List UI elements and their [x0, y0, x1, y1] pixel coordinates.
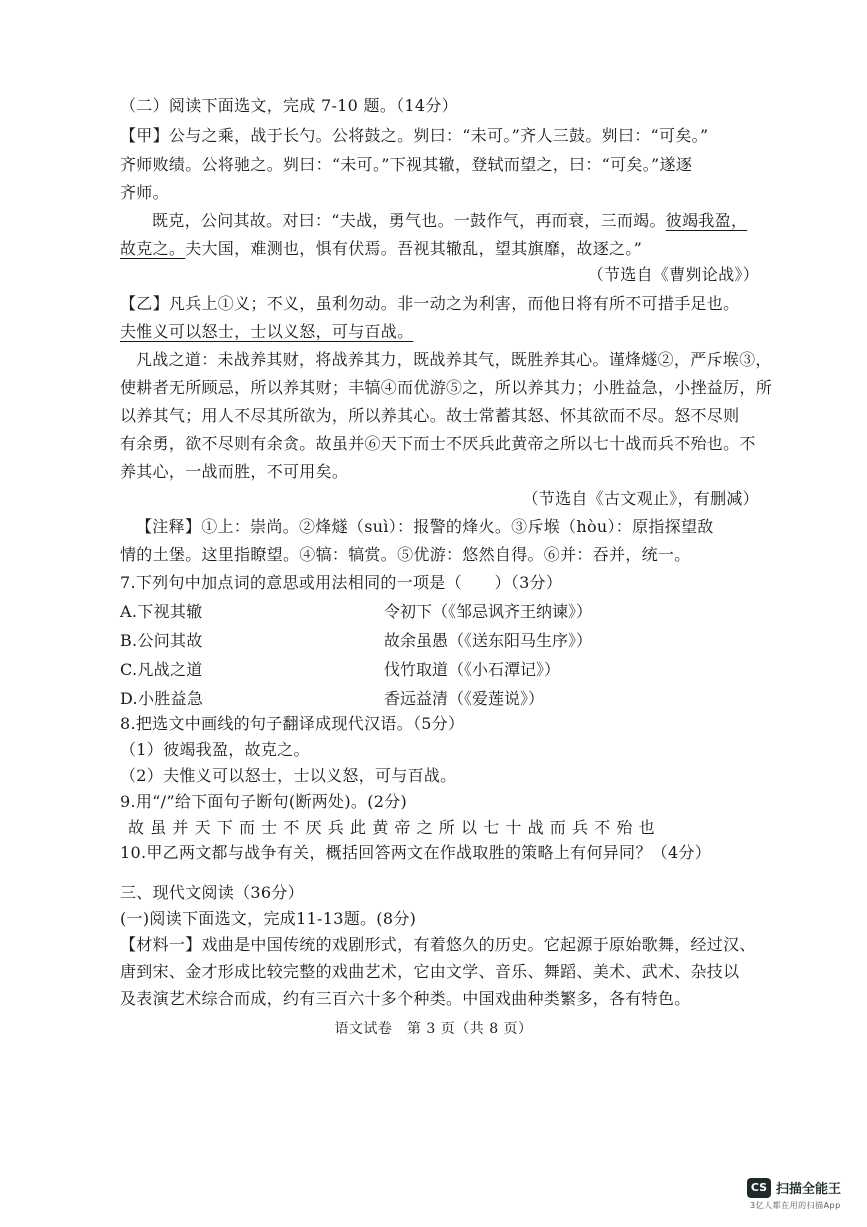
q7-option-a	[120, 602, 202, 622]
yi-line-3: 凡战之道：未战养其财，将战养其力，既战养其气，既胜养其心。谨烽燧②，严斥堠③，	[136, 350, 772, 369]
q7-option-b-right: 故余虽愚（《送东阳马生序》）	[384, 631, 593, 650]
yi-line-5: 以养其气；用人不尽其所欲为，所以养其心。故士常蓄其怒、怀其欲而不尽。怒不尽则	[120, 406, 740, 425]
q9-sentence: 故虽并天下而士不厌兵此黄帝之所以七十战而兵不殆也	[128, 818, 661, 837]
q10-stem: 10.甲乙两文都与战争有关，概括回答两文在作战取胜的策略上有何异同？（4分）	[120, 843, 712, 862]
yi-line-1: 【乙】凡兵上①义；不义，虽利勿动。非一动之为利害，而他日将有所不可措手足也。	[120, 294, 740, 313]
q7-option-c-left: C.凡战之道	[120, 660, 203, 679]
jia-underlined-2: 故克之。	[120, 239, 186, 258]
q7-option-c	[120, 660, 203, 680]
q7-option-d-left: D.小胜益急	[120, 689, 204, 708]
page-footer: 语文试卷 第 3 页（共 8 页）	[334, 1021, 533, 1037]
yi-line-4: 使耕者无所顾忌，所以养其财；丰犒④而优游⑤之，所以养其力；小胜益急，小挫益厉，所	[120, 378, 773, 397]
section2-heading: （二）阅读下面选文，完成 7-10 题。（14分）	[120, 96, 458, 115]
notes-line-2: 情的土堡。这里指瞭望。④犒：犒赏。⑤优游：悠然自得。⑥并：吞并，统一。	[120, 545, 691, 564]
jia-underlined-1: 彼竭我盈，	[665, 211, 748, 230]
yi-line-6: 有余勇，欲不尽则有余贪。故虽并⑥天下而士不厌兵此黄帝之所以七十战而兵不殆也。不	[120, 434, 756, 453]
camscanner-logo-icon: CS	[747, 1178, 771, 1198]
section3-heading: 三、现代文阅读（36分）	[120, 883, 304, 902]
q7-option-b	[120, 631, 203, 651]
q7-option-b-left: B.公问其故	[120, 631, 203, 650]
q7-stem: 7.下列句中加点词的意思或用法相同的一项是（ ）（3分）	[120, 573, 563, 592]
notes-line-1: 【注释】①上：崇尚。②烽燧（suì）：报警的烽火。③斥堠（hòu）：原指探望敌	[136, 517, 714, 536]
yi-line-7: 养其心，一战而胜，不可用矣。	[120, 462, 349, 481]
jia-source: （节选自《曹刿论战》）	[587, 265, 759, 284]
jia-line-5	[120, 239, 642, 259]
q8-item-2: （2）夫惟义可以怒士，士以义怒，可与百战。	[120, 766, 457, 785]
jia-line-4-text: 既克，公问其故。对曰：“夫战，勇气也。一鼓作气，再而衰，三而竭。	[152, 211, 666, 230]
scanner-app-name: 扫描全能王	[776, 1182, 842, 1197]
q8-item-1: （1）彼竭我盈，故克之。	[120, 740, 310, 759]
q7-option-d	[120, 689, 203, 709]
yi-underlined-text: 夫惟义可以怒士，士以义怒，可与百战。	[120, 322, 414, 341]
yi-underlined	[120, 322, 413, 342]
q9-stem: 9.用“/”给下面句子断句(断两处)。(2分)	[120, 792, 408, 811]
section3-subheading: (一)阅读下面选文，完成11-13题。(8分)	[120, 909, 417, 928]
jia-line-1: 【甲】公与之乘，战于长勺。公将鼓之。刿曰：“未可。”齐人三鼓。刿曰：“可矣。”	[120, 126, 709, 145]
q7-option-c-right: 伐竹取道（《小石潭记》）	[384, 660, 561, 679]
jia-line-5-rest: 夫大国，难测也，惧有伏焉。吾视其辙乱，望其旗靡，故逐之。”	[185, 239, 643, 258]
jia-line-4	[152, 211, 747, 231]
material-line-1: 【材料一】戏曲是中国传统的戏剧形式，有着悠久的历史。它起源于原始歌舞，经过汉、	[120, 935, 756, 954]
q7-option-a-left: A.下视其辙	[120, 602, 203, 621]
jia-line-3: 齐师。	[120, 183, 169, 202]
q7-option-d-right: 香远益清（《爱莲说》）	[384, 689, 545, 708]
scanner-tagline: 3亿人都在用的扫描App	[750, 1201, 841, 1210]
material-line-2: 唐到宋、金才形成比较完整的戏曲艺术，它由文学、音乐、舞蹈、美术、武术、杂技以	[120, 962, 740, 981]
material-line-3: 及表演艺术综合而成，约有三百六十多个种类。中国戏曲种类繁多，各有特色。	[120, 989, 691, 1008]
q8-stem: 8.把选文中画线的句子翻译成现代汉语。（5分）	[120, 714, 465, 733]
q7-option-a-right: 令初下（《邹忌讽齐王纳谏》）	[384, 602, 593, 621]
jia-line-2: 齐师败绩。公将驰之。刿曰：“未可。”下视其辙，登轼而望之，曰：“可矣。”遂逐	[120, 155, 693, 174]
yi-source: （节选自《古文观止》，有删减）	[522, 489, 759, 508]
